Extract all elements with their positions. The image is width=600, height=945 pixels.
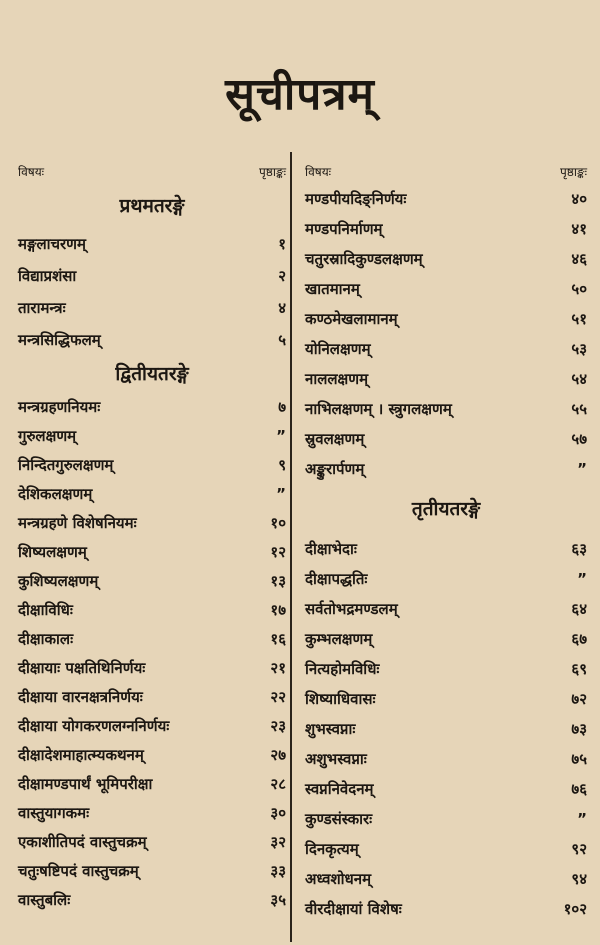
entry-title: वास्तुयागकमः	[18, 803, 90, 822]
entry-title: नाललक्षणम्	[305, 370, 369, 388]
entry-page: १३	[270, 571, 286, 590]
entry-page: ९४	[571, 870, 587, 888]
subject-header: विषयः	[305, 164, 332, 179]
entry-page: ५१	[571, 310, 587, 328]
entry-title: सर्वतोभद्रमण्डलम्	[305, 600, 398, 618]
entry-title: चतुःषष्टिपदं वास्तुचक्रम्	[18, 861, 139, 880]
entry-title: कण्ठमेखलामानम्	[305, 310, 398, 328]
list-item	[18, 324, 286, 356]
entry-title: मङ्गलाचरणम्	[18, 235, 86, 253]
list-item	[18, 292, 286, 324]
list-item	[305, 594, 587, 624]
entry-page: ७५	[571, 750, 587, 768]
entry-page: ७३	[571, 720, 587, 738]
entry-page: ”	[577, 810, 587, 828]
entry-title: विद्याप्रशंसा	[18, 267, 77, 285]
entry-page: १२	[270, 542, 286, 561]
entry-title: खातमानम्	[305, 280, 360, 298]
list-item	[18, 740, 286, 769]
entry-title: नाभिलक्षणम् । स्त्रुगलक्षणम्	[305, 400, 452, 418]
entry-page: ९२	[571, 840, 587, 858]
entry-page: ९	[278, 455, 286, 474]
entry-page: ३५	[270, 890, 286, 909]
entry-page: ४६	[571, 250, 587, 268]
list-item	[18, 392, 286, 421]
page-number-header: पृष्ठाङ्कः	[559, 164, 587, 179]
entry-page: १	[278, 235, 286, 253]
entry-title: दिनकृत्यम्	[305, 840, 359, 858]
list-item	[305, 334, 587, 364]
entry-page: ”	[276, 484, 286, 503]
right-column	[305, 158, 587, 924]
entry-title: देशिकलक्षणम्	[18, 484, 93, 503]
entry-title: अध्वशोधनम्	[305, 870, 372, 888]
list-item	[305, 364, 587, 394]
entry-title: चतुरस्रादिकुण्डलक्षणम्	[305, 250, 423, 268]
list-item	[18, 856, 286, 885]
entry-title: मण्डपनिर्माणम्	[305, 220, 383, 238]
entry-page: ”	[577, 460, 587, 478]
entry-page: ७	[278, 397, 286, 416]
entry-page: १०	[270, 513, 286, 532]
entry-page: १६	[270, 629, 286, 648]
list-item	[305, 304, 587, 334]
page-number-header: पृष्ठाङ्कः	[258, 164, 286, 179]
list-item	[18, 421, 286, 450]
entry-title: दीक्षाविधिः	[18, 600, 73, 619]
list-item	[305, 534, 587, 564]
section-entries	[305, 184, 587, 484]
entry-title: शुभस्वप्नाः	[305, 720, 356, 738]
entry-title: कुण्डसंस्कारः	[305, 810, 373, 828]
entry-title: स्रुवलक्षणम्	[305, 430, 365, 448]
entry-title: नित्यहोमविधिः	[305, 660, 380, 678]
entry-title: दीक्षाकालः	[18, 629, 74, 648]
entry-title: मन्त्रग्रहणे विशेषनियमः	[18, 513, 137, 532]
entry-title: कुशिष्यलक्षणम्	[18, 571, 99, 590]
entry-title: तारामन्त्रः	[18, 299, 66, 317]
list-item	[18, 885, 286, 914]
list-item	[18, 228, 286, 260]
list-item	[18, 769, 286, 798]
entry-title: दीक्षापद्धतिः	[305, 570, 368, 588]
list-item	[305, 564, 587, 594]
list-item	[18, 711, 286, 740]
list-item	[18, 827, 286, 856]
entry-page: ३२	[270, 832, 286, 851]
entry-page: ७२	[571, 690, 587, 708]
entry-page: ५	[278, 331, 286, 349]
entry-title: दीक्षाया वारनक्षत्रनिर्णयः	[18, 687, 143, 706]
entry-page: २७	[270, 745, 286, 764]
section-heading: प्रथमतरङ्गे	[119, 195, 185, 217]
entry-title: अशुभस्वप्नाः	[305, 750, 367, 768]
entry-page: ३३	[270, 861, 286, 880]
entry-page: ४०	[571, 190, 587, 208]
list-item	[305, 744, 587, 774]
list-item	[18, 450, 286, 479]
list-item	[305, 774, 587, 804]
section-entries	[305, 534, 587, 924]
entry-title: मन्त्रसिद्धिफलम्	[18, 331, 101, 349]
list-item	[18, 798, 286, 827]
list-item	[18, 682, 286, 711]
right-column-header	[305, 158, 587, 184]
list-item	[305, 624, 587, 654]
list-item	[305, 394, 587, 424]
list-item	[305, 454, 587, 484]
list-item	[305, 684, 587, 714]
list-item	[305, 214, 587, 244]
entry-title: दीक्षादेशमाहात्म्यकथनम्	[18, 745, 144, 764]
entry-title: शिष्यलक्षणम्	[18, 542, 87, 561]
section-heading: द्वितीयतरङ्गे	[115, 363, 189, 385]
entry-page: ६३	[571, 540, 587, 558]
entry-title: दीक्षाभेदाः	[305, 540, 357, 558]
entry-title: दीक्षामण्डपार्थं भूमिपरीक्षा	[18, 774, 153, 793]
entry-page: ५५	[571, 400, 587, 418]
list-item	[18, 479, 286, 508]
left-column-header	[18, 158, 286, 184]
entry-page: ”	[276, 426, 286, 445]
list-item	[305, 424, 587, 454]
section-heading: तृतीयतरङ्गे	[411, 498, 481, 520]
entry-page: ६९	[571, 660, 587, 678]
entry-page: २१	[270, 658, 286, 677]
list-item	[18, 624, 286, 653]
list-item	[305, 654, 587, 684]
subject-header: विषयः	[18, 164, 45, 179]
section-entries	[18, 392, 286, 914]
section-entries	[18, 228, 286, 356]
entry-title: वीरदीक्षायां विशेषः	[305, 900, 402, 918]
entry-page: ५७	[571, 430, 587, 448]
list-item	[18, 260, 286, 292]
entry-title: कुम्भलक्षणम्	[305, 630, 373, 648]
list-item	[305, 274, 587, 304]
entry-page: २३	[270, 716, 286, 735]
entry-title: स्वप्ननिवेदनम्	[305, 780, 374, 798]
list-item	[18, 508, 286, 537]
left-column	[18, 158, 286, 914]
list-item	[305, 894, 587, 924]
entry-page: ४१	[571, 220, 587, 238]
column-divider	[290, 152, 292, 942]
list-item	[305, 244, 587, 274]
entry-page: ५०	[571, 280, 587, 298]
entry-title: दीक्षायाः पक्षतिथिनिर्णयः	[18, 658, 146, 677]
entry-page: १७	[270, 600, 286, 619]
entry-page: ६७	[571, 630, 587, 648]
list-item	[305, 834, 587, 864]
list-item	[305, 184, 587, 214]
entry-title: मन्त्रग्रहणनियमः	[18, 397, 101, 416]
list-item	[18, 566, 286, 595]
entry-title: वास्तुबलिः	[18, 890, 71, 909]
entry-title: योनिलक्षणम्	[305, 340, 371, 358]
entry-page: २८	[270, 774, 286, 793]
list-item	[305, 714, 587, 744]
entry-page: १०२	[563, 900, 587, 918]
list-item	[305, 864, 587, 894]
entry-page: ५३	[571, 340, 587, 358]
entry-page: ६४	[571, 600, 587, 618]
entry-title: एकाशीतिपदं वास्तुचक्रम्	[18, 832, 147, 851]
entry-page: ३०	[270, 803, 286, 822]
entry-page: २	[278, 267, 286, 285]
entry-page: ४	[278, 299, 286, 317]
entry-title: शिष्याधिवासः	[305, 690, 376, 708]
entry-title: मण्डपीयदिङ्निर्णयः	[305, 190, 407, 208]
list-item	[18, 653, 286, 682]
entry-page: ”	[577, 570, 587, 588]
list-item	[18, 595, 286, 624]
entry-title: दीक्षाया योगकरणलग्ननिर्णयः	[18, 716, 170, 735]
entry-title: गुरुलक्षणम्	[18, 426, 77, 445]
entry-title: निन्दितगुरुलक्षणम्	[18, 455, 114, 474]
list-item	[18, 537, 286, 566]
entry-page: ७६	[571, 780, 587, 798]
list-item	[305, 804, 587, 834]
entry-title: अङ्कुरार्पणम्	[305, 460, 365, 478]
page-title: सूचीपत्रम्	[225, 69, 375, 120]
entry-page: ५४	[571, 370, 587, 388]
entry-page: २२	[270, 687, 286, 706]
